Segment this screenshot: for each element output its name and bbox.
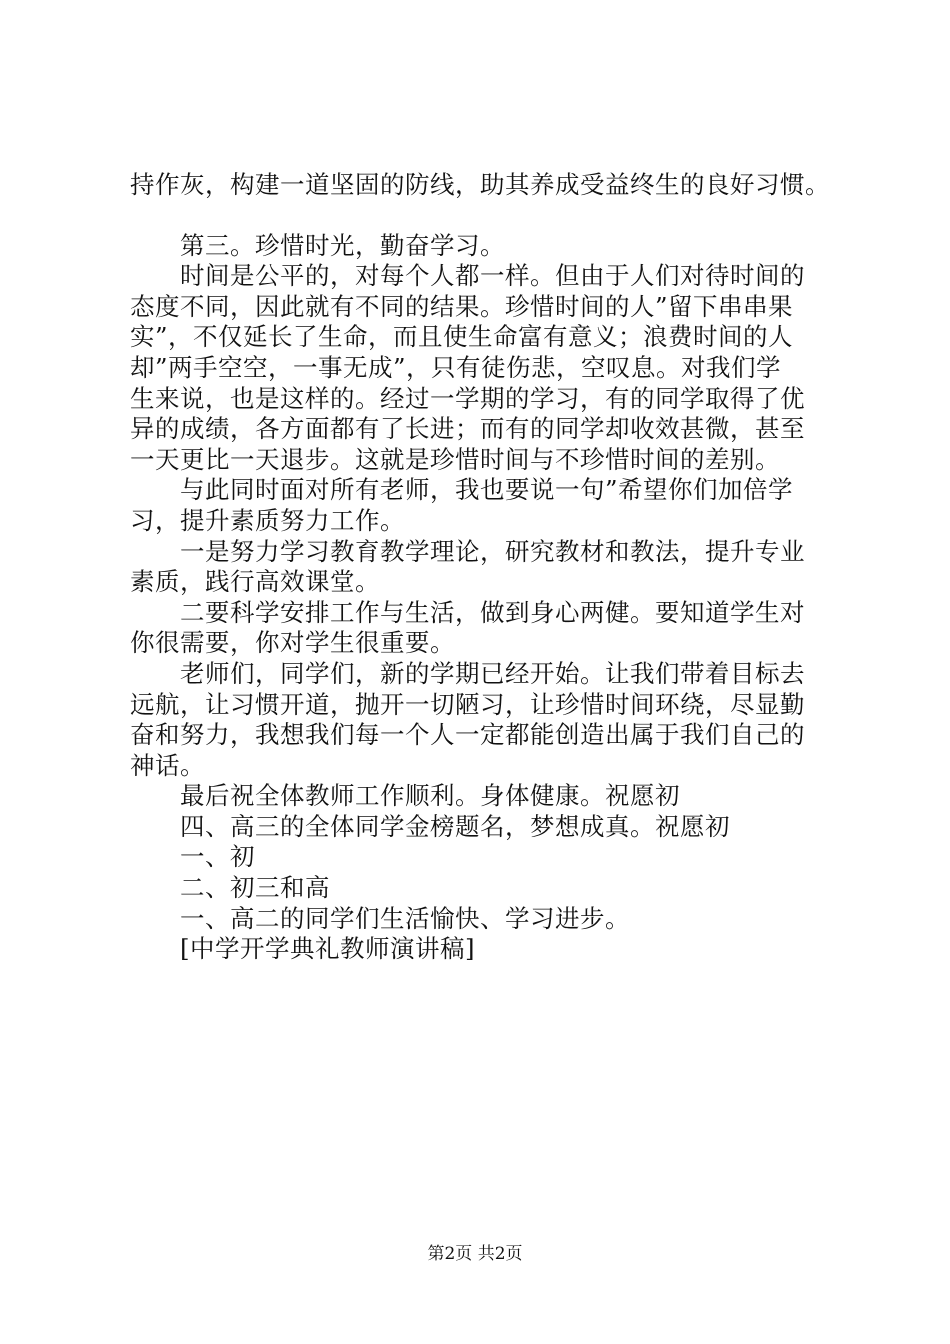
paragraph-line: 一、初 bbox=[180, 842, 255, 872]
paragraph-line: 习，提升素质努力工作。 bbox=[130, 505, 405, 535]
document-body bbox=[130, 170, 850, 965]
paragraph-line: 素质，践行高效课堂。 bbox=[130, 567, 380, 597]
paragraph-line: 持作灰，构建一道坚固的防线，助其养成受益终生的良好习惯。 bbox=[130, 170, 830, 199]
paragraph-line: 第三。珍惜时光，勤奋学习。 bbox=[180, 230, 505, 260]
paragraph-line: 最后祝全体教师工作顺利。身体健康。祝愿初 bbox=[180, 781, 680, 811]
page-footer: 第2页 共2页 bbox=[427, 1244, 523, 1264]
paragraph-line: 一、高二的同学们生活愉快、学习进步。 bbox=[180, 903, 630, 933]
paragraph-line: 却”两手空空，一事无成”，只有徒伤悲，空叹息。对我们学 bbox=[130, 352, 782, 382]
paragraph-line: 一天更比一天退步。这就是珍惜时间与不珍惜时间的差别。 bbox=[130, 444, 780, 474]
paragraph-line: 奋和努力，我想我们每一个人一定都能创造出属于我们自己的 bbox=[130, 720, 805, 750]
paragraph-line: 神话。 bbox=[130, 750, 205, 780]
paragraph-line: 远航，让习惯开道，抛开一切陋习，让珍惜时间环绕，尽显勤 bbox=[130, 689, 805, 719]
paragraph-line: 与此同时面对所有老师，我也要说一句”希望你们加倍学 bbox=[180, 475, 794, 505]
paragraph-line: 生来说，也是这样的。经过一学期的学习，有的同学取得了优 bbox=[130, 383, 805, 413]
paragraph-line: 二、初三和高 bbox=[180, 873, 330, 903]
paragraph-line: 态度不同，因此就有不同的结果。珍惜时间的人”留下串串果 bbox=[130, 291, 794, 321]
paragraph-line: 二要科学安排工作与生活，做到身心两健。要知道学生对 bbox=[180, 597, 805, 627]
paragraph-line: 老师们，同学们，新的学期已经开始。让我们带着目标去 bbox=[180, 658, 805, 688]
paragraph-line: 你很需要，你对学生很重要。 bbox=[130, 628, 455, 658]
paragraph-line: 一是努力学习教育教学理论，研究教材和教法，提升专业 bbox=[180, 536, 805, 566]
paragraph-line: 异的成绩，各方面都有了长进；而有的同学却收效甚微，甚至 bbox=[130, 414, 805, 444]
paragraph-line: [中学开学典礼教师演讲稿] bbox=[180, 934, 476, 964]
paragraph-line: 时间是公平的，对每个人都一样。但由于人们对待时间的 bbox=[180, 261, 805, 291]
paragraph-line: 四、高三的全体同学金榜题名，梦想成真。祝愿初 bbox=[180, 811, 730, 841]
paragraph-line: 实”，不仅延长了生命，而且使生命富有意义；浪费时间的人 bbox=[130, 322, 794, 352]
